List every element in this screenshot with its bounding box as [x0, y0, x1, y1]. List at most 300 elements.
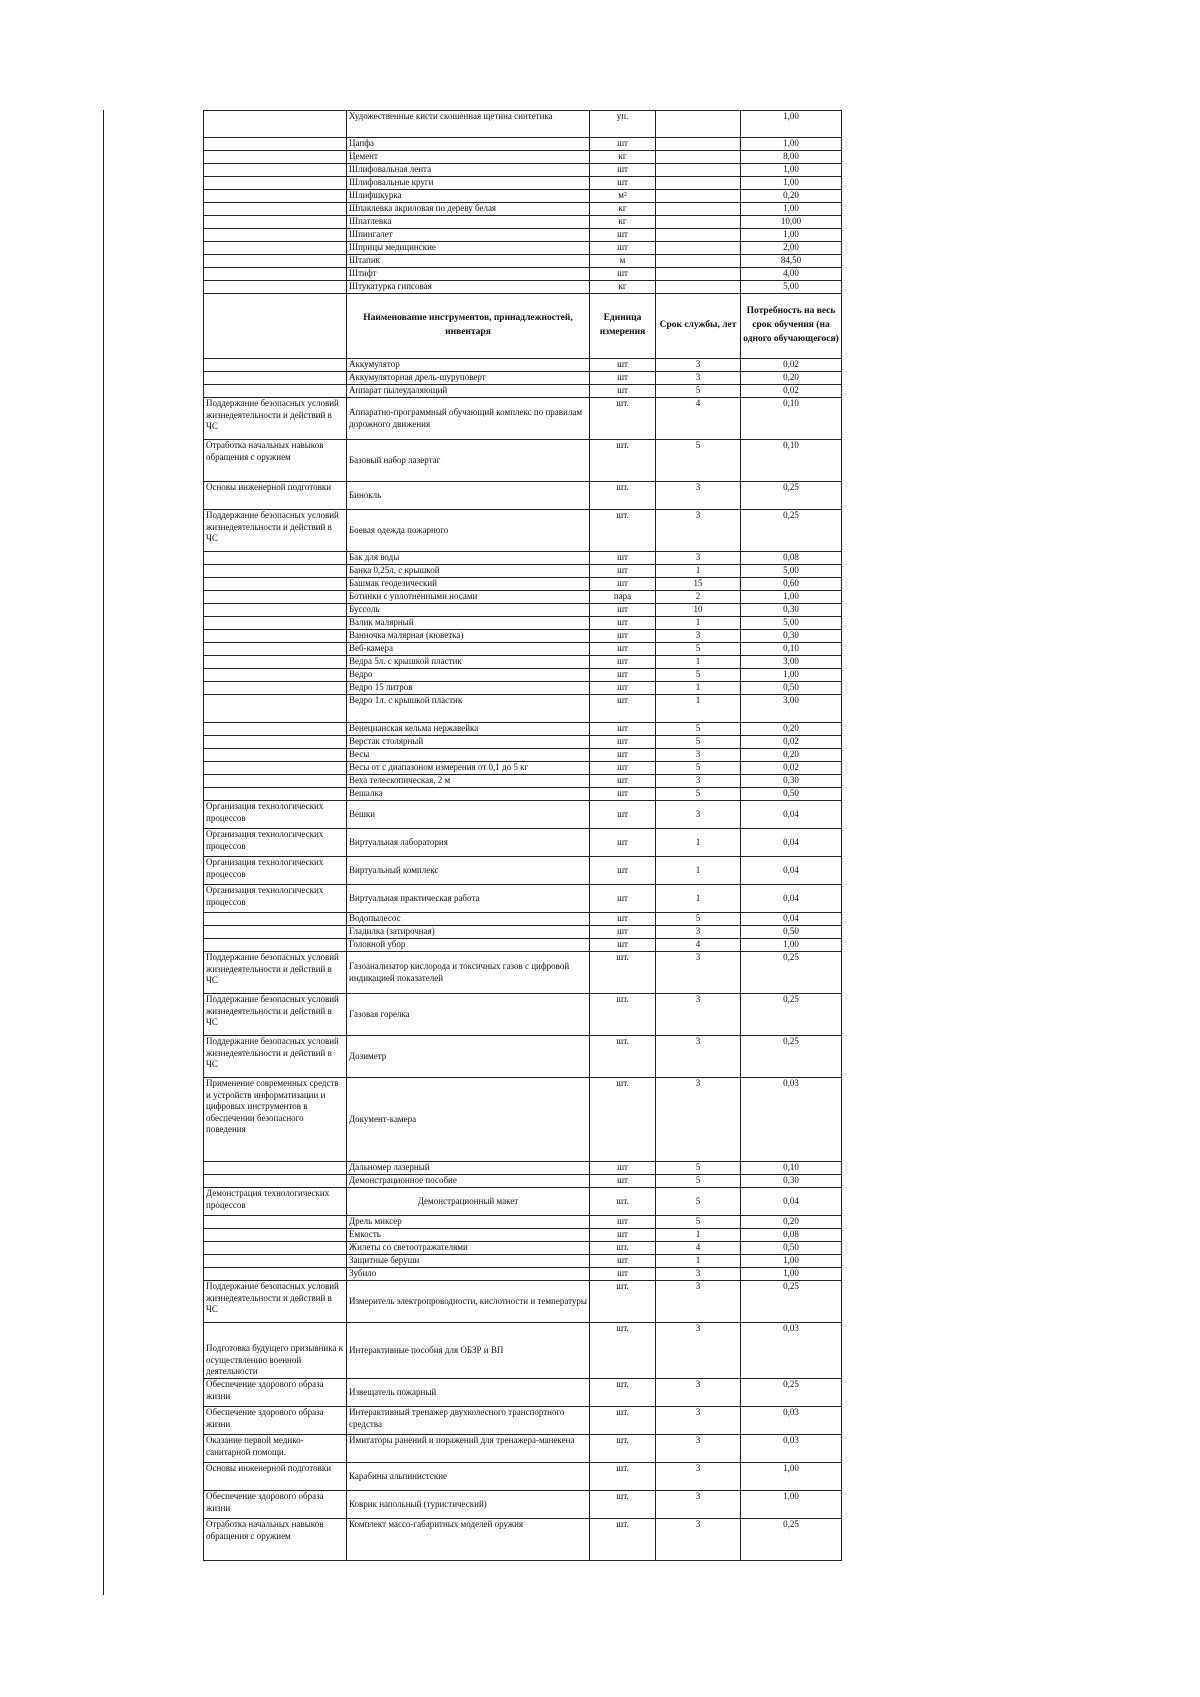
table-row	[204, 1242, 842, 1255]
unit-cell: шт.	[590, 440, 656, 482]
item-name-cell: Художественные кисти скошенная щетина синтетика	[347, 111, 590, 138]
service-life-cell: 5	[656, 788, 741, 801]
service-life-cell: 3	[656, 1379, 741, 1407]
unit-cell: шт	[590, 913, 656, 926]
quantity-cell: 0,20	[741, 749, 842, 762]
table-row	[204, 1078, 842, 1162]
category-cell	[204, 203, 347, 216]
category-cell	[204, 177, 347, 190]
service-life-cell	[656, 151, 741, 164]
category-cell: Отработка начальных навыков обращения с оружием	[204, 440, 347, 482]
item-name-cell: Шпатлевка	[347, 216, 590, 229]
quantity-cell: 84,50	[741, 255, 842, 268]
item-name-cell: Ведро	[347, 669, 590, 682]
quantity-cell: 0,25	[741, 1036, 842, 1078]
service-life-cell: 5	[656, 1175, 741, 1188]
category-cell	[204, 164, 347, 177]
page-margin-line	[103, 110, 104, 1595]
quantity-cell: 1,00	[741, 203, 842, 216]
service-life-cell	[656, 164, 741, 177]
category-cell: Обеспечение здорового образа жизни	[204, 1491, 347, 1519]
unit-cell: шт	[590, 385, 656, 398]
table-row	[204, 552, 842, 565]
unit-cell: шт.	[590, 510, 656, 552]
service-life-cell: 3	[656, 952, 741, 994]
item-name-cell: Вешки	[347, 801, 590, 829]
item-name-cell: Штукатурка гипсовая	[347, 281, 590, 294]
item-name-cell: Банка 0,25л. с крышкой	[347, 565, 590, 578]
category-cell	[204, 695, 347, 723]
unit-cell: шт	[590, 552, 656, 565]
item-name-cell: Дозиметр	[347, 1036, 590, 1078]
unit-cell: шт.	[590, 1281, 656, 1323]
item-name-cell: Цапфа	[347, 138, 590, 151]
item-name-cell: Комплект массо-габаритных моделей оружия	[347, 1519, 590, 1561]
category-cell: Поддержание безопасных условий жизнедеятельности и действий в ЧС	[204, 1281, 347, 1323]
service-life-cell: 4	[656, 398, 741, 440]
table-row	[204, 1463, 842, 1491]
item-name-cell: Водопылесос	[347, 913, 590, 926]
unit-cell: шт.	[590, 1078, 656, 1162]
item-name-cell: Шлифовальная лента	[347, 164, 590, 177]
category-cell: Отработка начальных навыков обращения с оружием	[204, 1519, 347, 1561]
category-cell: Основы инженерной подготовки	[204, 1463, 347, 1491]
category-cell: Обеспечение здорового образа жизни	[204, 1407, 347, 1435]
service-life-cell: 4	[656, 1242, 741, 1255]
item-name-cell: Ведра 5л. с крышкой пластик	[347, 656, 590, 669]
item-name-cell: Газоанализатор кислорода и токсичных газов с цифровой индикацией показателей	[347, 952, 590, 994]
category-cell	[204, 578, 347, 591]
category-cell	[204, 1216, 347, 1229]
unit-cell: кг	[590, 216, 656, 229]
category-cell: Организация технологических процессов	[204, 857, 347, 885]
table-row	[204, 643, 842, 656]
item-name-cell: Емкость	[347, 1229, 590, 1242]
table-row	[204, 255, 842, 268]
item-name-cell: Аппарат пылеудаляющий	[347, 385, 590, 398]
quantity-cell: 0,03	[741, 1078, 842, 1162]
category-cell	[204, 604, 347, 617]
category-cell	[204, 294, 347, 359]
service-life-cell	[656, 255, 741, 268]
unit-cell: шт.	[590, 1463, 656, 1491]
unit-cell: шт	[590, 656, 656, 669]
item-name-cell: Виртуальная практическая работа	[347, 885, 590, 913]
quantity-cell: 8,00	[741, 151, 842, 164]
unit-cell: шт	[590, 242, 656, 255]
category-cell: Поддержание безопасных условий жизнедеятельности и действий в ЧС	[204, 398, 347, 440]
quantity-cell: 0,02	[741, 762, 842, 775]
category-cell	[204, 723, 347, 736]
quantity-cell: 0,30	[741, 775, 842, 788]
quantity-cell: 1,00	[741, 1463, 842, 1491]
service-life-cell: 1	[656, 1255, 741, 1268]
item-name-cell: Весы от с диапазоном измерения от 0,1 до 5 кг	[347, 762, 590, 775]
table-row	[204, 1281, 842, 1323]
unit-cell: шт	[590, 788, 656, 801]
quantity-cell: 0,25	[741, 1281, 842, 1323]
category-cell	[204, 939, 347, 952]
service-life-cell: 3	[656, 1407, 741, 1435]
quantity-cell: 1,00	[741, 939, 842, 952]
table-row	[204, 1162, 842, 1175]
item-name-cell: Интерактивный тренажер двухколесного транспортного средства	[347, 1407, 590, 1435]
quantity-cell: 0,25	[741, 510, 842, 552]
item-name-cell: Шлифовальные круги	[347, 177, 590, 190]
table-row	[204, 749, 842, 762]
item-name-cell: Зубило	[347, 1268, 590, 1281]
service-life-cell: 3	[656, 630, 741, 643]
table-row	[204, 775, 842, 788]
quantity-cell: 0,25	[741, 482, 842, 510]
unit-cell: шт	[590, 939, 656, 952]
category-cell	[204, 1255, 347, 1268]
table-row	[204, 829, 842, 857]
table-row	[204, 801, 842, 829]
table-row	[204, 151, 842, 164]
table-row	[204, 510, 842, 552]
quantity-cell: 4,00	[741, 268, 842, 281]
unit-cell: шт.	[590, 1407, 656, 1435]
unit-cell: шт	[590, 926, 656, 939]
service-life-cell: 3	[656, 1078, 741, 1162]
table-header-row	[204, 294, 842, 359]
inventory-table	[203, 110, 842, 1561]
item-name-cell: Виртуальная лаборатория	[347, 829, 590, 857]
quantity-cell: 0,60	[741, 578, 842, 591]
item-name-cell: Наименование инструментов, принадлежностей, инвентаря	[347, 294, 590, 359]
table-row	[204, 268, 842, 281]
category-cell	[204, 229, 347, 242]
category-cell	[204, 656, 347, 669]
service-life-cell: 4	[656, 939, 741, 952]
quantity-cell: 0,10	[741, 440, 842, 482]
quantity-cell: 0,04	[741, 857, 842, 885]
category-cell	[204, 281, 347, 294]
service-life-cell: 3	[656, 775, 741, 788]
table-row	[204, 138, 842, 151]
service-life-cell: 5	[656, 1162, 741, 1175]
item-name-cell: Демонстрационное пособие	[347, 1175, 590, 1188]
unit-cell: шт	[590, 177, 656, 190]
quantity-cell: 0,04	[741, 829, 842, 857]
service-life-cell: 15	[656, 578, 741, 591]
quantity-cell: 1,00	[741, 111, 842, 138]
table-row	[204, 385, 842, 398]
unit-cell: шт	[590, 885, 656, 913]
table-row	[204, 630, 842, 643]
category-cell	[204, 552, 347, 565]
quantity-cell: 0,03	[741, 1407, 842, 1435]
quantity-cell: 1,00	[741, 229, 842, 242]
table-row	[204, 372, 842, 385]
category-cell: Демонстрация технологических процессов	[204, 1188, 347, 1216]
table-row	[204, 885, 842, 913]
service-life-cell: 1	[656, 656, 741, 669]
category-cell	[204, 775, 347, 788]
quantity-cell: 0,25	[741, 1519, 842, 1561]
item-name-cell: Аккумулятор	[347, 359, 590, 372]
service-life-cell	[656, 111, 741, 138]
quantity-cell: 1,00	[741, 177, 842, 190]
table-row	[204, 591, 842, 604]
unit-cell: шт	[590, 762, 656, 775]
table-row	[204, 1407, 842, 1435]
unit-cell: шт	[590, 229, 656, 242]
unit-cell: шт.	[590, 1323, 656, 1379]
category-cell	[204, 913, 347, 926]
table-row	[204, 617, 842, 630]
unit-cell: шт	[590, 617, 656, 630]
item-name-cell: Штапик	[347, 255, 590, 268]
category-cell	[204, 736, 347, 749]
category-cell	[204, 1162, 347, 1175]
item-name-cell: Виртуальный комплекс	[347, 857, 590, 885]
table-row	[204, 578, 842, 591]
category-cell: Обеспечение здорового образа жизни	[204, 1379, 347, 1407]
service-life-cell	[656, 190, 741, 203]
quantity-cell: 0,10	[741, 643, 842, 656]
unit-cell: кг	[590, 203, 656, 216]
category-cell	[204, 1175, 347, 1188]
table-row	[204, 1435, 842, 1463]
table-row	[204, 994, 842, 1036]
unit-cell: шт.	[590, 1188, 656, 1216]
category-cell	[204, 788, 347, 801]
unit-cell: шт	[590, 164, 656, 177]
quantity-cell: 0,30	[741, 630, 842, 643]
table-row	[204, 1379, 842, 1407]
quantity-cell: 0,50	[741, 788, 842, 801]
category-cell	[204, 385, 347, 398]
category-cell	[204, 151, 347, 164]
service-life-cell: Срок службы, лет	[656, 294, 741, 359]
unit-cell: шт	[590, 372, 656, 385]
service-life-cell	[656, 216, 741, 229]
table-row	[204, 1229, 842, 1242]
unit-cell: шт.	[590, 1435, 656, 1463]
service-life-cell	[656, 281, 741, 294]
service-life-cell: 5	[656, 1216, 741, 1229]
category-cell	[204, 1229, 347, 1242]
quantity-cell: 0,04	[741, 1188, 842, 1216]
item-name-cell: Ванночка малярная (кюветка)	[347, 630, 590, 643]
category-cell	[204, 1268, 347, 1281]
table-row	[204, 1323, 842, 1379]
item-name-cell: Жилеты со светоотражателями	[347, 1242, 590, 1255]
item-name-cell: Штифт	[347, 268, 590, 281]
quantity-cell: 3,00	[741, 656, 842, 669]
table-row	[204, 656, 842, 669]
quantity-cell: 0,25	[741, 952, 842, 994]
unit-cell: пара	[590, 591, 656, 604]
service-life-cell: 5	[656, 385, 741, 398]
table-row	[204, 1216, 842, 1229]
quantity-cell: 0,08	[741, 1229, 842, 1242]
quantity-cell: 2,00	[741, 242, 842, 255]
quantity-cell: 0,50	[741, 1242, 842, 1255]
table-row	[204, 440, 842, 482]
table-row	[204, 857, 842, 885]
category-cell: Поддержание безопасных условий жизнедеятельности и действий в ЧС	[204, 994, 347, 1036]
table-row	[204, 788, 842, 801]
service-life-cell	[656, 203, 741, 216]
quantity-cell: 3,00	[741, 695, 842, 723]
quantity-cell: 1,00	[741, 1255, 842, 1268]
table-row	[204, 190, 842, 203]
table-row	[204, 1036, 842, 1078]
unit-cell: шт	[590, 669, 656, 682]
quantity-cell: 0,25	[741, 1379, 842, 1407]
category-cell	[204, 926, 347, 939]
item-name-cell: Коврик напольный (туристический)	[347, 1491, 590, 1519]
item-name-cell: Демонстрационный макет	[347, 1188, 590, 1216]
category-cell: Подготовка будущего призывника к осуществлению военной деятельности	[204, 1323, 347, 1379]
item-name-cell: Бак для воды	[347, 552, 590, 565]
service-life-cell: 5	[656, 723, 741, 736]
category-cell	[204, 1242, 347, 1255]
service-life-cell: 3	[656, 359, 741, 372]
unit-cell: шт.	[590, 1379, 656, 1407]
service-life-cell: 3	[656, 749, 741, 762]
quantity-cell: 1,00	[741, 138, 842, 151]
unit-cell: шт.	[590, 1242, 656, 1255]
unit-cell: шт.	[590, 1491, 656, 1519]
service-life-cell: 3	[656, 1281, 741, 1323]
unit-cell: шт	[590, 857, 656, 885]
unit-cell: шт.	[590, 1519, 656, 1561]
service-life-cell: 3	[656, 1491, 741, 1519]
table-row	[204, 723, 842, 736]
item-name-cell: Аппаратно-программный обучающий комплекс по правилам дорожного движения	[347, 398, 590, 440]
unit-cell: шт	[590, 604, 656, 617]
unit-cell: шт.	[590, 952, 656, 994]
service-life-cell: 1	[656, 829, 741, 857]
category-cell: Оказание первой медико-санитарной помощи.	[204, 1435, 347, 1463]
table-row	[204, 216, 842, 229]
item-name-cell: Измеритель электропроводности, кислотности и температуры	[347, 1281, 590, 1323]
service-life-cell: 3	[656, 1323, 741, 1379]
service-life-cell: 3	[656, 552, 741, 565]
quantity-cell: Потребность на весь срок обучения (на одного обучающегося)	[741, 294, 842, 359]
unit-cell: шт	[590, 268, 656, 281]
unit-cell: шт.	[590, 398, 656, 440]
quantity-cell: 0,50	[741, 926, 842, 939]
service-life-cell: 3	[656, 510, 741, 552]
category-cell	[204, 749, 347, 762]
table-row	[204, 164, 842, 177]
category-cell	[204, 669, 347, 682]
quantity-cell: 0,04	[741, 885, 842, 913]
table-row	[204, 762, 842, 775]
item-name-cell: Башмак геодезический	[347, 578, 590, 591]
service-life-cell	[656, 242, 741, 255]
item-name-cell: Защитные беруши	[347, 1255, 590, 1268]
service-life-cell: 5	[656, 440, 741, 482]
service-life-cell: 2	[656, 591, 741, 604]
unit-cell: м²	[590, 190, 656, 203]
category-cell	[204, 630, 347, 643]
service-life-cell: 3	[656, 994, 741, 1036]
unit-cell: кг	[590, 281, 656, 294]
service-life-cell	[656, 229, 741, 242]
item-name-cell: Ведро 15 литров	[347, 682, 590, 695]
item-name-cell: Головной убор	[347, 939, 590, 952]
unit-cell: кг	[590, 151, 656, 164]
unit-cell: шт	[590, 801, 656, 829]
service-life-cell: 3	[656, 1268, 741, 1281]
table-row	[204, 177, 842, 190]
service-life-cell: 3	[656, 1036, 741, 1078]
table-row	[204, 682, 842, 695]
table-row	[204, 1188, 842, 1216]
item-name-cell: Шпаклевка акриловая по дереву белая	[347, 203, 590, 216]
unit-cell: шт	[590, 1255, 656, 1268]
unit-cell: м	[590, 255, 656, 268]
category-cell	[204, 565, 347, 578]
category-cell	[204, 359, 347, 372]
unit-cell: шт	[590, 1162, 656, 1175]
quantity-cell: 0,04	[741, 913, 842, 926]
category-cell	[204, 216, 347, 229]
unit-cell: шт	[590, 1268, 656, 1281]
service-life-cell: 1	[656, 565, 741, 578]
quantity-cell: 0,20	[741, 372, 842, 385]
unit-cell: шт.	[590, 1036, 656, 1078]
table-row	[204, 736, 842, 749]
service-life-cell: 3	[656, 372, 741, 385]
table-row	[204, 604, 842, 617]
unit-cell: шт	[590, 775, 656, 788]
unit-cell: уп.	[590, 111, 656, 138]
quantity-cell: 5,00	[741, 281, 842, 294]
service-life-cell	[656, 138, 741, 151]
item-name-cell: Бинокль	[347, 482, 590, 510]
item-name-cell: Вешалка	[347, 788, 590, 801]
category-cell	[204, 372, 347, 385]
item-name-cell: Гладилка (затирочная)	[347, 926, 590, 939]
service-life-cell: 5	[656, 643, 741, 656]
item-name-cell: Извещатель пожарный	[347, 1379, 590, 1407]
table-row	[204, 913, 842, 926]
unit-cell: шт	[590, 138, 656, 151]
quantity-cell: 0,25	[741, 994, 842, 1036]
category-cell: Организация технологических процессов	[204, 829, 347, 857]
table-row	[204, 952, 842, 994]
service-life-cell: 10	[656, 604, 741, 617]
item-name-cell: Имитаторы ранений и поражений для тренажера-манекена	[347, 1435, 590, 1463]
category-cell	[204, 682, 347, 695]
table-row	[204, 111, 842, 138]
item-name-cell: Веха телескопическая, 2 м	[347, 775, 590, 788]
quantity-cell: 1,00	[741, 1268, 842, 1281]
category-cell	[204, 591, 347, 604]
service-life-cell: 3	[656, 1519, 741, 1561]
service-life-cell: 3	[656, 926, 741, 939]
unit-cell: шт	[590, 723, 656, 736]
category-cell: Поддержание безопасных условий жизнедеятельности и действий в ЧС	[204, 952, 347, 994]
category-cell	[204, 617, 347, 630]
quantity-cell: 0,50	[741, 682, 842, 695]
service-life-cell: 1	[656, 1229, 741, 1242]
service-life-cell: 3	[656, 1463, 741, 1491]
service-life-cell: 1	[656, 617, 741, 630]
item-name-cell: Шлифшкурка	[347, 190, 590, 203]
service-life-cell: 3	[656, 482, 741, 510]
item-name-cell: Цемент	[347, 151, 590, 164]
quantity-cell: 1,00	[741, 591, 842, 604]
quantity-cell: 10,00	[741, 216, 842, 229]
